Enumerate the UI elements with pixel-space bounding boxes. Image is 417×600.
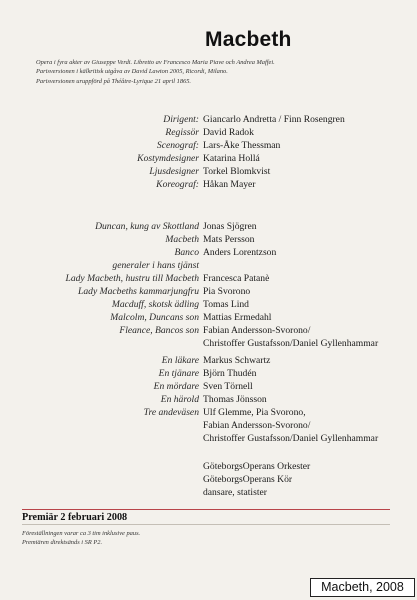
- intro-text: [36, 58, 396, 86]
- ensemble-line: dansare, statister: [203, 487, 267, 498]
- intro-line: Parisversionen uruppförd på Théâtre-Lyrique 21 april 1865.: [36, 77, 192, 85]
- team-name: Lars-Åke Thessman: [203, 140, 281, 151]
- cast-role: Tre andeväsen: [143, 407, 199, 418]
- cast-role: En läkare: [161, 355, 199, 366]
- cast-role: generaler i hans tjänst: [112, 260, 199, 271]
- cast-role: Macduff, skotsk ädling: [111, 299, 199, 310]
- cast-role: Fleance, Bancos son: [119, 325, 199, 336]
- divider-grey: [22, 524, 390, 525]
- team-row: [0, 139, 417, 152]
- ensemble-line: GöteborgsOperans Orkester: [203, 461, 311, 472]
- cast-role: En härold: [160, 394, 199, 405]
- cast-name: Fabian Andersson-Svorono/: [203, 420, 311, 431]
- image-caption: Macbeth, 2008: [310, 578, 415, 597]
- intro-line: Opera i fyra akter av Giuseppe Verdi. Libretto av Francesco Maria Piave och Andrea Maffei.: [36, 59, 275, 66]
- team-row: [0, 152, 417, 165]
- cast-row: [0, 380, 417, 393]
- cast-row: [0, 393, 417, 406]
- cast-name: Ulf Glemme, Pia Svorono,: [203, 407, 306, 418]
- cast-row: [0, 432, 417, 445]
- team-name: David Radok: [203, 127, 254, 138]
- team-role: Ljusdesigner: [149, 166, 199, 177]
- cast-name: Tomas Lind: [203, 299, 249, 310]
- intro-line: Parisversionen i kälkritisk utgåva av David Lawton 2005, Ricordi, Milano.: [36, 68, 228, 76]
- cast-row: [0, 367, 417, 380]
- team-row: [0, 126, 417, 139]
- team-role: Dirigent:: [163, 114, 199, 125]
- cast-name: Francesca Patanè: [203, 273, 270, 284]
- cast-row: [0, 285, 417, 298]
- team-name: Giancarlo Andretta / Finn Rosengren: [203, 114, 345, 125]
- cast-row: [0, 406, 417, 419]
- team-row: [0, 165, 417, 178]
- cast-row: [0, 354, 417, 367]
- team-row: [0, 113, 417, 126]
- cast-name: Markus Schwartz: [203, 355, 271, 366]
- cast-row: [0, 324, 417, 337]
- team-role: Kostymdesigner: [137, 153, 199, 164]
- cast-name: Björn Thudén: [203, 368, 257, 379]
- team-name: Håkan Mayer: [203, 179, 256, 190]
- cast-name: Mats Persson: [203, 234, 255, 245]
- premiere-date: Premiär 2 februari 2008: [22, 512, 128, 523]
- team-role: Koreograf:: [156, 179, 199, 190]
- cast-name: Christoffer Gustafsson/Daniel Gyllenhammar: [203, 338, 379, 349]
- cast-role: Duncan, kung av Skottland: [95, 221, 199, 232]
- cast-row: [0, 298, 417, 311]
- team-row: [0, 178, 417, 191]
- team-role: Scenograf:: [156, 140, 199, 151]
- footer-line: Premiären direktsänds i SR P2.: [22, 539, 103, 547]
- cast-role: Macbeth: [165, 234, 199, 245]
- cast-role: Malcolm, Duncans son: [110, 312, 199, 323]
- cast-row: [0, 337, 417, 350]
- team-name: Katarina Hollá: [203, 153, 260, 164]
- cast-row: [0, 311, 417, 324]
- divider-red: [22, 509, 390, 510]
- cast-name: Pia Svorono: [203, 286, 251, 297]
- cast-role: En mördare: [153, 381, 199, 392]
- cast-role: En tjänare: [158, 368, 199, 379]
- cast-row: [0, 220, 417, 233]
- cast-row: [0, 419, 417, 432]
- ensemble-line: GöteborgsOperans Kör: [203, 474, 293, 485]
- cast-name: Christoffer Gustafsson/Daniel Gyllenhammar: [203, 433, 379, 444]
- footer-line: Föreställningen varar ca 3 tim inklusive paus.: [22, 530, 141, 537]
- cast-role: Lady Macbeth, hustru till Macbeth: [65, 273, 199, 284]
- cast-name: Jonas Sjögren: [203, 221, 257, 232]
- cast-row: [0, 272, 417, 285]
- cast-role: Banco: [174, 247, 199, 258]
- page-title: Macbeth: [205, 28, 292, 51]
- team-role: Regissör: [165, 127, 199, 138]
- cast-role: Lady Macbeths kammarjungfru: [78, 286, 199, 297]
- cast-name: Mattias Ermedahl: [203, 312, 272, 323]
- cast-row: [0, 246, 417, 259]
- cast-name: Anders Lorentzson: [203, 247, 277, 258]
- cast-row: [0, 259, 417, 272]
- footer-notes: [22, 529, 140, 548]
- cast-row: [0, 233, 417, 246]
- team-name: Torkel Blomkvist: [203, 166, 271, 177]
- cast-name: Sven Törnell: [203, 381, 253, 392]
- cast-name: Fabian Andersson-Svorono/: [203, 325, 311, 336]
- cast-name: Thomas Jönsson: [203, 394, 267, 405]
